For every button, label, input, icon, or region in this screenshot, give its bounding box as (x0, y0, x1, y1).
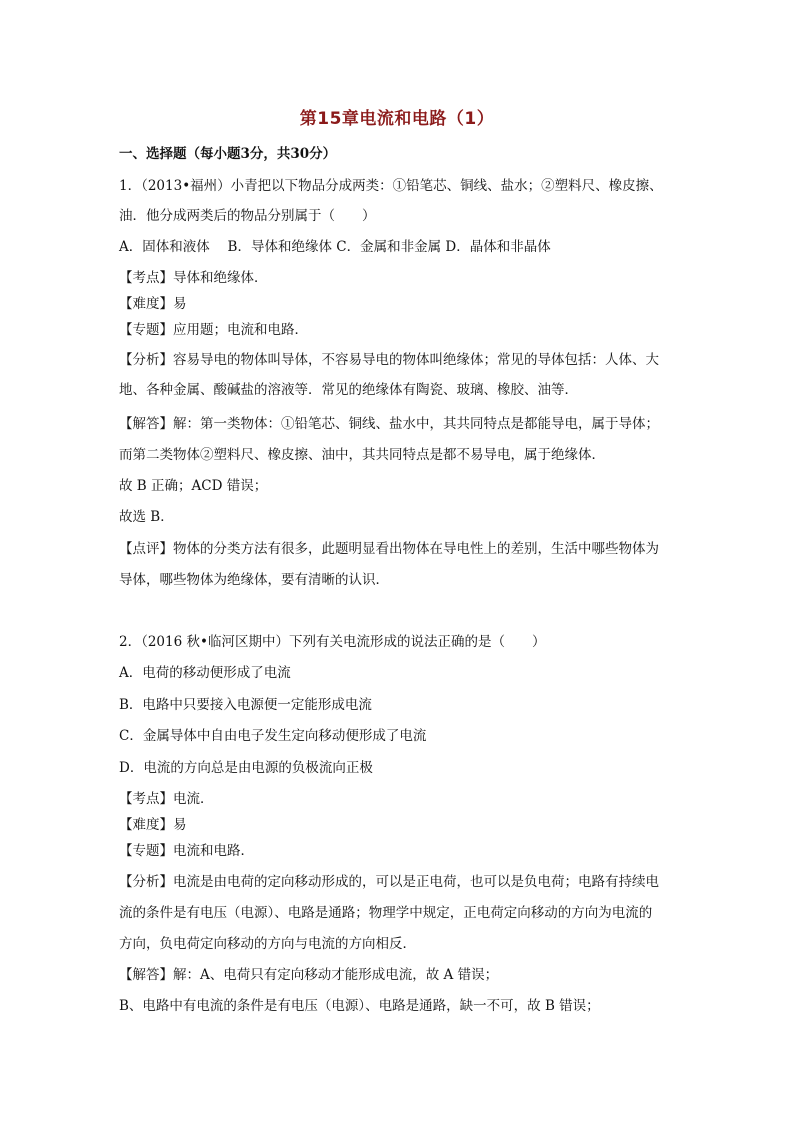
q2-nandu: 【难度】易 (119, 817, 187, 833)
q2-option-d: D．电流的方向总是由电源的负极流向正极 (119, 760, 373, 776)
q2-jieda-line-1: 【解答】解：A、电荷只有定向移动才能形成电流，故 A 错误； (119, 967, 499, 983)
q2-kaodian: 【考点】电流． (119, 791, 214, 807)
q1-dianping-line-1: 【点评】物体的分类方法有很多，此题明显看出物体在导电性上的差别，生活中哪些物体为 (119, 541, 659, 557)
q2-option-a: A．电荷的移动便形成了电流 (119, 665, 291, 681)
q2-zhuanti: 【专题】电流和电路． (119, 843, 254, 859)
q1-dianping-line-2: 导体，哪些物体为绝缘体，要有清晰的认识． (119, 572, 389, 588)
q1-stem-line-2: 油．他分成两类后的物品分别属于（ ） (119, 208, 376, 224)
q1-zhuanti: 【专题】应用题；电流和电路． (119, 322, 308, 338)
page-title: 第15章电流和电路（1） (299, 109, 495, 129)
q2-option-b: B．电路中只要接入电源便一定能形成电流 (119, 697, 372, 713)
q2-stem: 2．（2016 秋•临河区期中）下列有关电流形成的说法正确的是（ ） (119, 634, 546, 650)
q2-fenxi-line-3: 方向，负电荷定向移动的方向与电流的方向相反． (119, 936, 416, 952)
q2-option-c: C．金属导体中自由电子发生定向移动便形成了电流 (119, 728, 427, 744)
q2-fenxi-line-1: 【分析】电流是由电荷的定向移动形成的，可以是正电荷，也可以是负电荷；电路有持续电 (119, 874, 659, 890)
section-heading: 一、选择题（每小题3分，共30分） (119, 146, 337, 162)
q1-jieda-line-3: 故 B 正确；ACD 错误； (119, 478, 268, 494)
q1-jieda-line-4: 故选 B． (119, 509, 174, 525)
q1-kaodian: 【考点】导体和绝缘体． (119, 270, 268, 286)
q1-jieda-line-1: 【解答】解：第一类物体：①铅笔芯、铜线、盐水中，其共同特点是都能导电，属于导体； (119, 416, 659, 432)
q1-stem-line-1: 1．（2013•福州）小青把以下物品分成两类：①铅笔芯、铜线、盐水；②塑料尺、橡皮擦、 (119, 178, 663, 194)
q2-fenxi-line-2: 流的条件是有电压（电源）、电路是通路；物理学中规定，正电荷定向移动的方向为电流的 (119, 905, 653, 921)
q1-fenxi-line-2: 地、各种金属、酸碱盐的溶液等．常见的绝缘体有陶瓷、玻璃、橡胶、油等． (119, 382, 578, 398)
q1-nandu: 【难度】易 (119, 296, 187, 312)
q2-jieda-line-2: B、电路中有电流的条件是有电压（电源）、电路是通路，缺一不可，故 B 错误； (119, 998, 600, 1014)
q1-options: A．固体和液体 B．导体和绝缘体 C．金属和非金属 D．晶体和非晶体 (119, 239, 551, 255)
q1-fenxi-line-1: 【分析】容易导电的物体叫导体，不容易导电的物体叫绝缘体；常见的导体包括：人体、大 (119, 352, 659, 368)
q1-jieda-line-2: 而第二类物体②塑料尺、橡皮擦、油中，其共同特点是都不易导电，属于绝缘体． (119, 447, 605, 463)
